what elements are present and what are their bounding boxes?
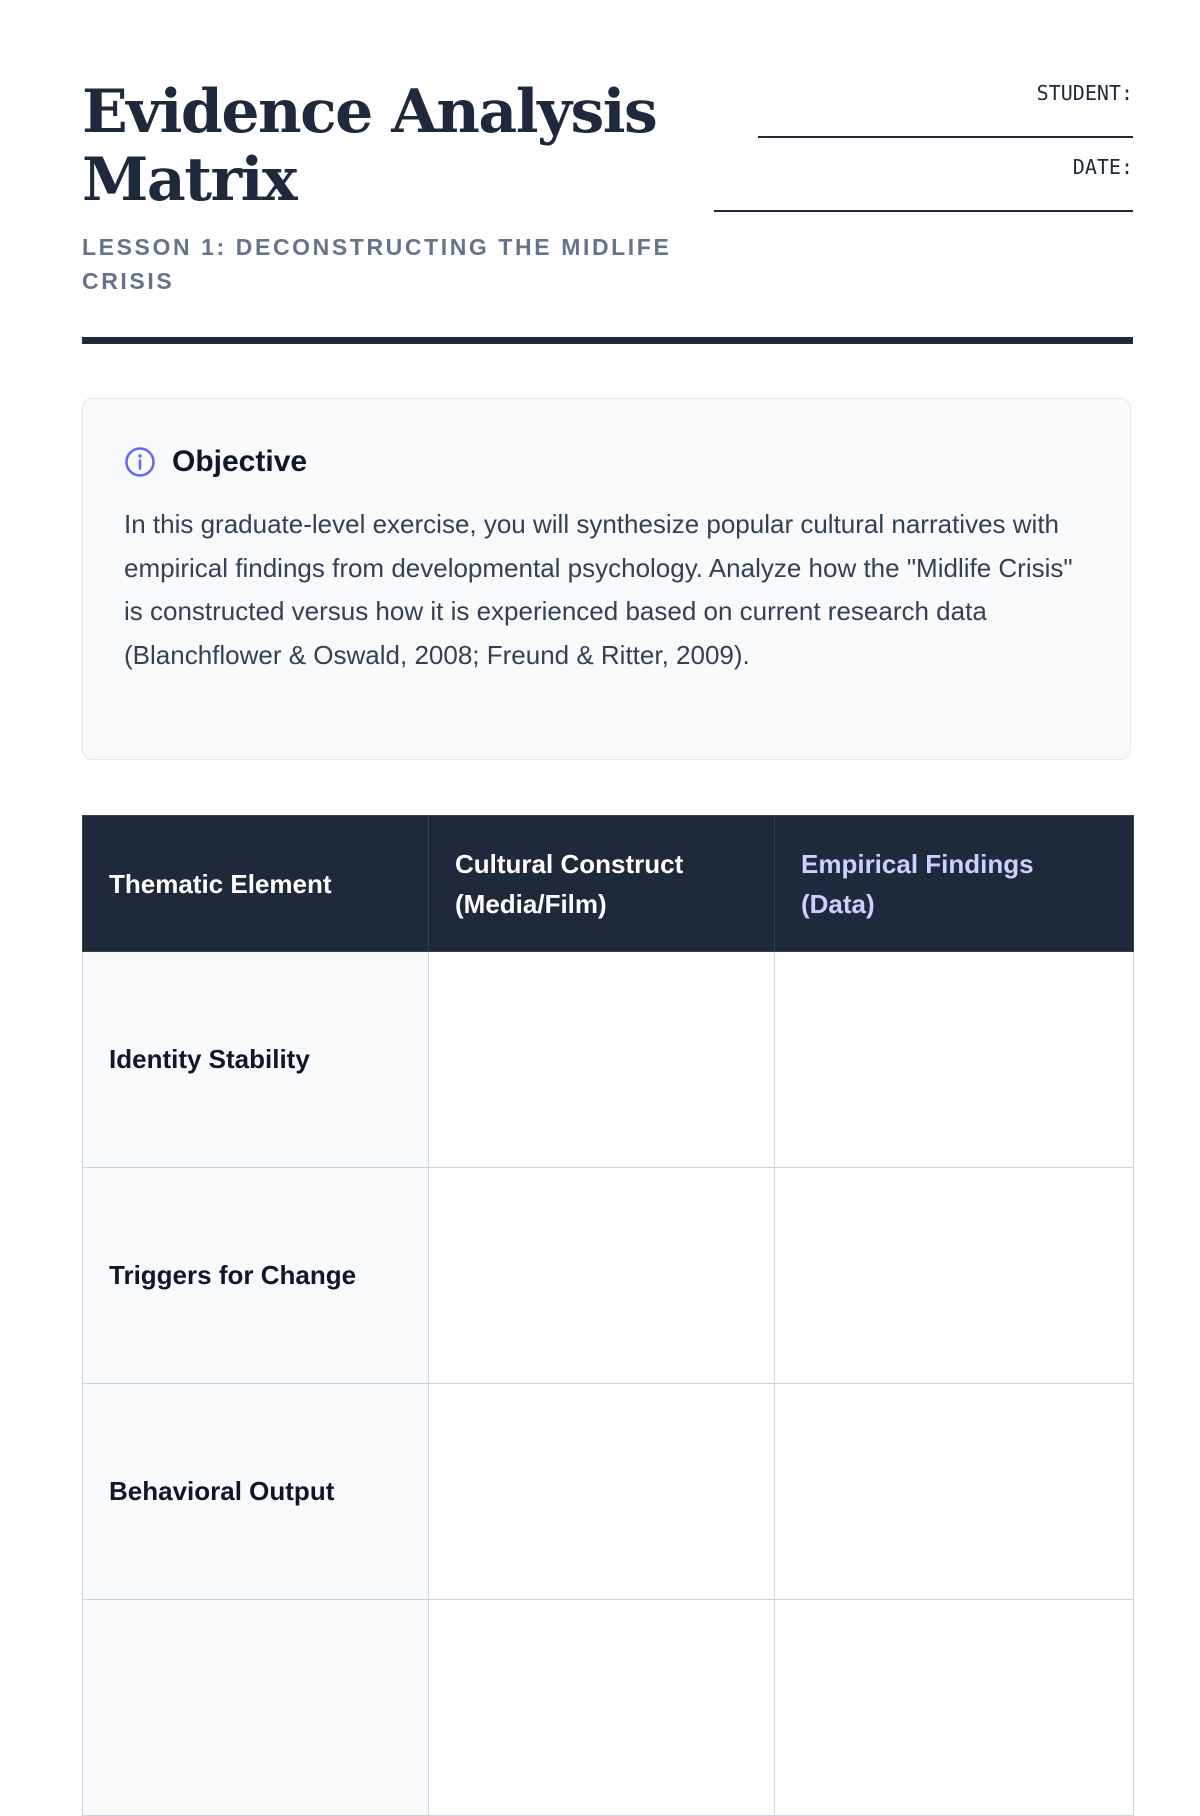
row-label-triggers-for-change: Triggers for Change — [83, 1168, 429, 1384]
student-name-line[interactable] — [758, 136, 1133, 138]
cultural-construct-cell[interactable] — [429, 1600, 775, 1816]
page-title: Evidence Analysis Matrix — [82, 77, 657, 215]
row-label-cutoff — [83, 1600, 429, 1816]
table-row — [83, 952, 1134, 1168]
lesson-subtitle: LESSON 1: DECONSTRUCTING THE MIDLIFE CRISIS — [82, 234, 672, 294]
objective-title: Objective — [172, 445, 308, 478]
empirical-findings-cell[interactable] — [775, 1168, 1134, 1384]
date-line[interactable] — [714, 210, 1133, 212]
cultural-construct-cell[interactable] — [429, 1168, 775, 1384]
empirical-findings-cell[interactable] — [775, 952, 1134, 1168]
row-label-behavioral-output: Behavioral Output — [83, 1384, 429, 1600]
table-row — [83, 1384, 1134, 1600]
table-header-row — [83, 816, 1134, 952]
objective-box — [82, 398, 1131, 760]
cultural-construct-cell[interactable] — [429, 1384, 775, 1600]
table-row — [83, 1600, 1134, 1816]
objective-header — [124, 445, 307, 479]
evidence-matrix-table — [82, 815, 1134, 1816]
empirical-findings-cell[interactable] — [775, 1600, 1134, 1816]
row-label-identity-stability: Identity Stability — [83, 952, 429, 1168]
cultural-construct-cell[interactable] — [429, 952, 775, 1168]
objective-text: In this graduate-level exercise, you will synthesize popular cultural narratives with empirical findings from developmental psychology. Analyze how the "Midlife Crisis" is constructed versus how it is experienced based on current research data (Blanchflower & Oswald, 2008; Freund & Ritter, 2009). — [124, 509, 1073, 670]
worksheet-header — [82, 0, 1133, 345]
empirical-findings-cell[interactable] — [775, 1384, 1134, 1600]
column-header-cultural-construct: Cultural Construct (Media/Film) — [429, 816, 775, 952]
info-icon — [124, 446, 156, 478]
worksheet-page — [82, 0, 1133, 1506]
column-header-empirical-findings: Empirical Findings (Data) — [775, 816, 1134, 952]
table-row — [83, 1168, 1134, 1384]
date-label: DATE: — [1072, 155, 1133, 179]
student-label: STUDENT: — [1036, 81, 1133, 105]
header-divider — [82, 337, 1133, 344]
column-header-thematic-element: Thematic Element — [83, 816, 429, 952]
